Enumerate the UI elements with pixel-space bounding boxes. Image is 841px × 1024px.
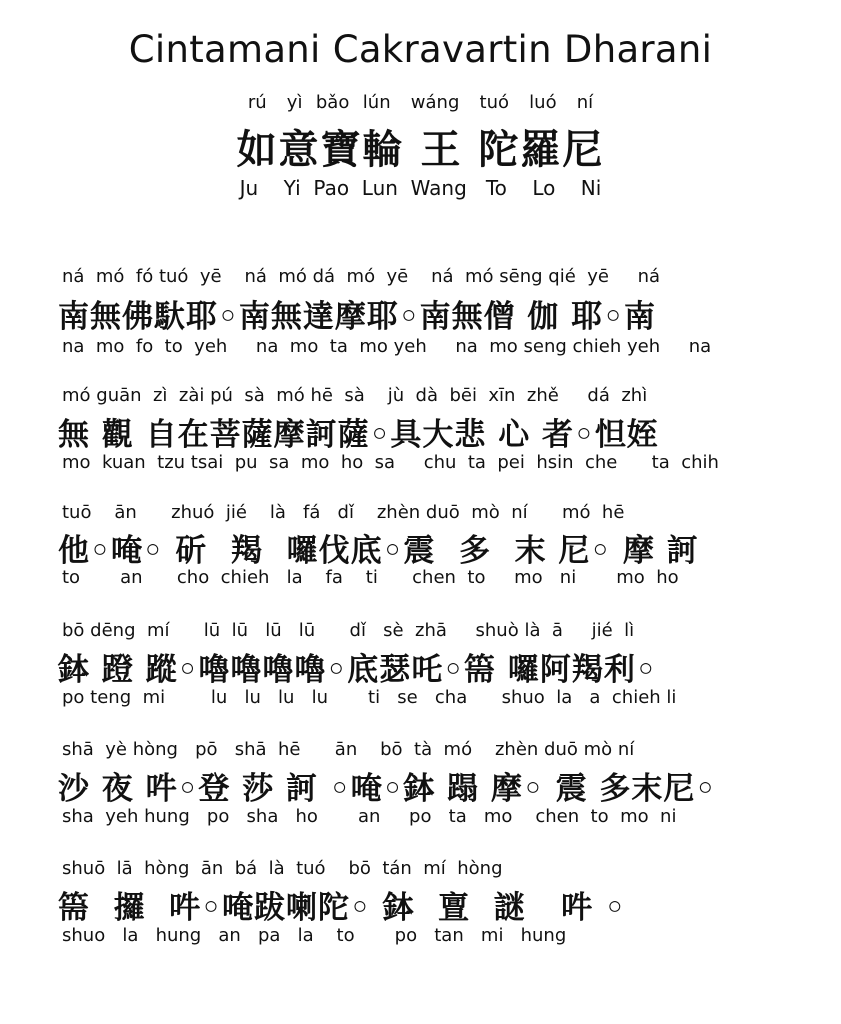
stanza-romanized: sha yeh hung po sha ho an po ta mo chen to mo ni [62, 806, 677, 827]
stanza-pinyin: mó guān zì zài pú sà mó hē sà jù dà bēi xīn zhě dá zhì [62, 385, 648, 406]
stanza-pinyin: ná mó fó tuó yē ná mó dá mó yē ná mó sēng qié yē ná [62, 266, 661, 287]
stanza-hanzi: 鉢 蹬 蹤◦嚕嚕嚕嚕◦底瑟吒◦篅 囉阿羯利◦ [58, 652, 657, 688]
stanza-pinyin: tuō ān zhuó jié là fá dǐ zhèn duō mò ní mó hē [62, 502, 625, 523]
stanza-romanized: to an cho chieh la fa ti chen to mo ni mo ho [62, 567, 679, 588]
stanza-pinyin: shā yè hòng pō shā hē ān bō tà mó zhèn duō mò ní [62, 739, 635, 760]
stanza-romanized: po teng mi lu lu lu lu ti se cha shuo la a chieh li [62, 687, 677, 708]
stanza-pinyin: shuō lā hòng ān bá là tuó bō tán mí hòng [62, 858, 503, 879]
stanza-hanzi: 南無佛馱耶◦南無達摩耶◦南無僧 伽 耶◦南 [58, 299, 657, 335]
stanza-romanized: shuo la hung an pa la to po tan mi hung [62, 925, 567, 946]
stanza-romanized: mo kuan tzu tsai pu sa mo ho sa chu ta pei hsin che ta chih [62, 452, 719, 473]
stanza-hanzi: 無 觀 自在菩薩摩訶薩◦具大悲 心 者◦怛姪 [58, 417, 659, 453]
stanza-pinyin: bō dēng mí lū lū lū lū dǐ sè zhā shuò là ā jié lì [62, 620, 635, 641]
stanza-romanized: na mo fo to yeh na mo ta mo yeh na mo seng chieh yeh na [62, 336, 712, 357]
header-pinyin: rú yì bǎo lún wáng tuó luó ní [247, 92, 594, 113]
header-hanzi: 如意寶輪 王 陀羅尼 [236, 127, 605, 173]
page-title: Cintamani Cakravartin Dharani [128, 28, 713, 71]
stanza-hanzi: 篅 攞 吽◦唵跋喇陀◦ 鉢 亶 謎 吽 ◦ [58, 890, 626, 926]
header-romanized: Ju Yi Pao Lun Wang To Lo Ni [239, 176, 602, 200]
stanza-hanzi: 沙 夜 吽◦登 莎 訶 ◦唵◦鉢 蹋 摩◦ 震 多末尼◦ [58, 771, 717, 807]
stanza-hanzi: 他◦唵◦ 斫 羯 囉伐底◦震 多 末 尼◦ 摩 訶 [58, 533, 699, 569]
